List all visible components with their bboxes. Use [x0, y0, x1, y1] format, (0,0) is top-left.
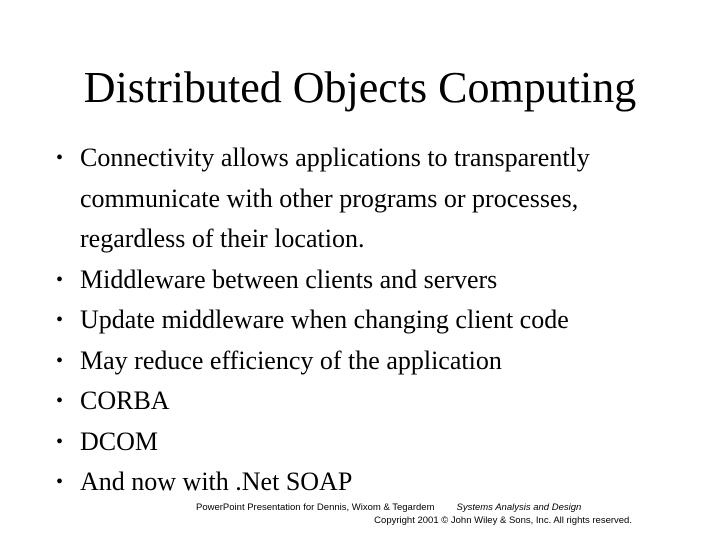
bullet-icon: •: [56, 471, 64, 493]
bullet-text: DCOM: [80, 426, 159, 456]
bullet-text: CORBA: [80, 386, 170, 415]
bullet-item: [56, 341, 676, 382]
bullet-text: Update middleware when changing client code: [80, 305, 569, 334]
bullet-icon: •: [56, 390, 64, 412]
bullet-item: [56, 138, 676, 260]
bullet-item: [56, 260, 676, 301]
slide-title: Distributed Objects Computing: [83, 63, 637, 112]
footer-copyright: Copyright 2001 © John Wiley & Sons, Inc. All rights reserved.: [374, 515, 632, 526]
bullet-icon: •: [56, 309, 64, 331]
bullet-text: Connectivity allows applications to transparently communicate with other programs or processes, regardless of their location.: [80, 143, 590, 253]
bullet-item: [56, 300, 676, 341]
bullet-item: [56, 381, 676, 422]
bullet-list: [56, 138, 676, 503]
bullet-icon: •: [56, 430, 64, 453]
slide-footer: [196, 501, 632, 527]
bullet-text: And now with .Net SOAP: [80, 467, 353, 496]
bullet-item: [56, 422, 676, 463]
bullet-text: Middleware between clients and servers: [80, 264, 498, 294]
bullet-item: [56, 462, 676, 503]
bullet-icon: •: [56, 268, 64, 291]
footer-line-1: [196, 501, 632, 514]
bullet-icon: •: [56, 349, 64, 372]
footer-book-title: Systems Analysis and Design: [456, 502, 582, 513]
bullet-icon: •: [56, 147, 64, 169]
bullet-text: May reduce efficiency of the application: [80, 345, 502, 375]
footer-presentation-credit: PowerPoint Presentation for Dennis, Wixom & Tegardem: [196, 502, 435, 513]
